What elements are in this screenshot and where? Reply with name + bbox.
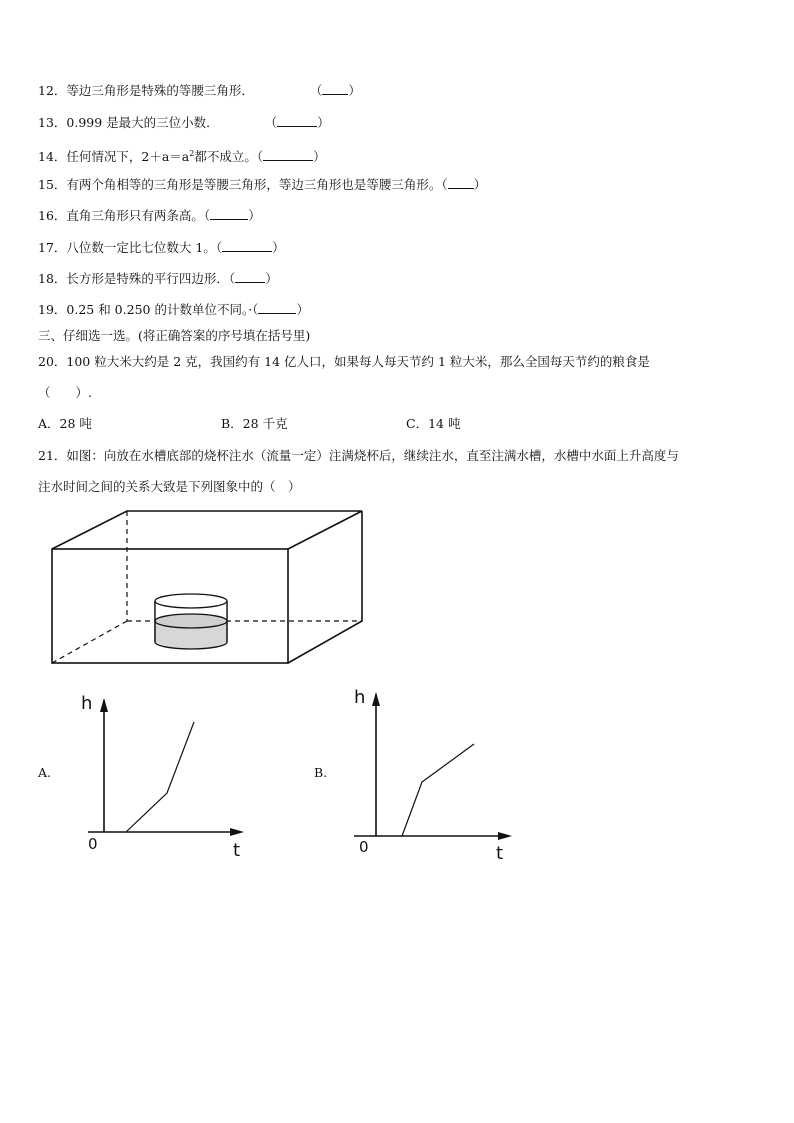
graph-option-a-label[interactable]: A.	[38, 765, 52, 780]
beaker	[155, 594, 227, 649]
graph-option-b-label[interactable]: B.	[314, 765, 328, 780]
question-13	[38, 115, 330, 131]
question-number: 17．	[38, 240, 67, 255]
question-text: 0.25 和 0.250 的计数单位不同。·	[66, 302, 253, 317]
question-21	[38, 448, 679, 464]
y-axis-label: h	[354, 687, 366, 708]
question-19	[38, 302, 309, 318]
close-paren: ）	[248, 208, 261, 223]
origin-label: 0	[359, 838, 369, 856]
question-16	[38, 208, 261, 224]
origin-label: 0	[88, 835, 98, 853]
superscript: 2	[189, 149, 195, 158]
question-17	[38, 240, 285, 256]
question-12	[38, 83, 361, 99]
question-number: 14．	[38, 149, 67, 165]
question-text: 如图：向放在水槽底部的烧杯注水（流量一定）注满烧杯后，继续注水，直至注满水槽，水槽中水面上升高度与	[66, 448, 679, 463]
close-paren: ）	[317, 115, 330, 130]
open-paren: （	[203, 208, 211, 223]
y-axis-arrow	[100, 698, 108, 712]
close-paren: ）	[272, 240, 285, 255]
x-axis-label: t	[233, 840, 241, 861]
question-text-end: 都不成立。	[194, 149, 257, 165]
answer-blank[interactable]	[322, 83, 348, 95]
open-paren: （	[228, 271, 236, 286]
close-paren: ）	[348, 83, 361, 98]
tank-right-face	[288, 511, 362, 663]
open-paren: （	[252, 302, 259, 317]
question-number: 16．	[38, 208, 67, 223]
option-b[interactable]: B．28 千克	[221, 416, 288, 431]
question-number: 20．	[38, 354, 67, 369]
answer-blank[interactable]	[235, 271, 265, 283]
answer-blank[interactable]	[258, 302, 296, 314]
answer-blank[interactable]	[210, 208, 248, 220]
question-21-continued: 注水时间之间的关系大致是下列图象中的（ ）	[38, 479, 301, 494]
question-15	[38, 177, 486, 193]
open-paren: （	[256, 149, 264, 165]
option-c[interactable]: C．14 吨	[406, 416, 461, 431]
question-number: 18．	[38, 271, 67, 286]
close-paren: ）	[265, 271, 278, 286]
y-axis-label: h	[81, 693, 93, 714]
question-18	[38, 271, 278, 287]
question-text: 有两个角相等的三角形是等腰三角形，等边三角形也是等腰三角形。	[66, 177, 442, 192]
question-number: 21．	[38, 448, 67, 463]
question-text: 0.999 是最大的三位小数．	[66, 115, 219, 130]
graph-a-line	[126, 722, 194, 832]
x-axis-arrow	[230, 828, 244, 836]
question-20	[38, 354, 650, 370]
question-text: 等边三角形是特殊的等腰三角形．	[66, 83, 254, 98]
close-paren: ）	[296, 302, 309, 317]
open-paren: （	[309, 83, 323, 98]
close-paren: ）	[473, 177, 487, 192]
answer-parentheses[interactable]: （ ）.	[38, 385, 92, 400]
x-axis-label: t	[496, 843, 504, 864]
x-axis-arrow	[498, 832, 512, 840]
y-axis-arrow	[372, 692, 380, 706]
answer-blank[interactable]	[222, 240, 272, 252]
water-tank-figure	[38, 505, 378, 670]
open-paren: （	[441, 177, 448, 192]
answer-blank[interactable]	[263, 149, 313, 161]
open-paren: （	[264, 115, 278, 130]
graph-b	[350, 684, 530, 859]
graph-a	[78, 690, 258, 865]
question-text: 任何情况下，2＋a＝a	[66, 149, 190, 165]
close-paren: ）	[313, 149, 326, 165]
question-14	[38, 146, 326, 165]
tank-top-face	[52, 511, 362, 549]
question-number: 15．	[38, 177, 67, 192]
answer-blank[interactable]	[448, 177, 474, 189]
option-a[interactable]: A．28 吨	[38, 416, 92, 431]
question-text: 长方形是特殊的平行四边形．	[66, 271, 229, 286]
section-heading: 三、仔细选一选。(将正确答案的序号填在括号里)	[38, 328, 311, 343]
question-text: 八位数一定比七位数大 1。	[66, 240, 216, 255]
question-text: 直角三角形只有两条高。	[66, 208, 204, 223]
question-text: 100 粒大米大约是 2 克，我国约有 14 亿人口，如果每人每天节约 1 粒大米，那么全国每天节约的粮食是	[66, 354, 650, 369]
graph-b-line	[402, 744, 474, 836]
question-number: 19．	[38, 302, 67, 317]
question-number: 12．	[38, 83, 67, 98]
open-paren: （	[215, 240, 223, 255]
question-number: 13．	[38, 115, 67, 130]
answer-blank[interactable]	[277, 115, 317, 127]
